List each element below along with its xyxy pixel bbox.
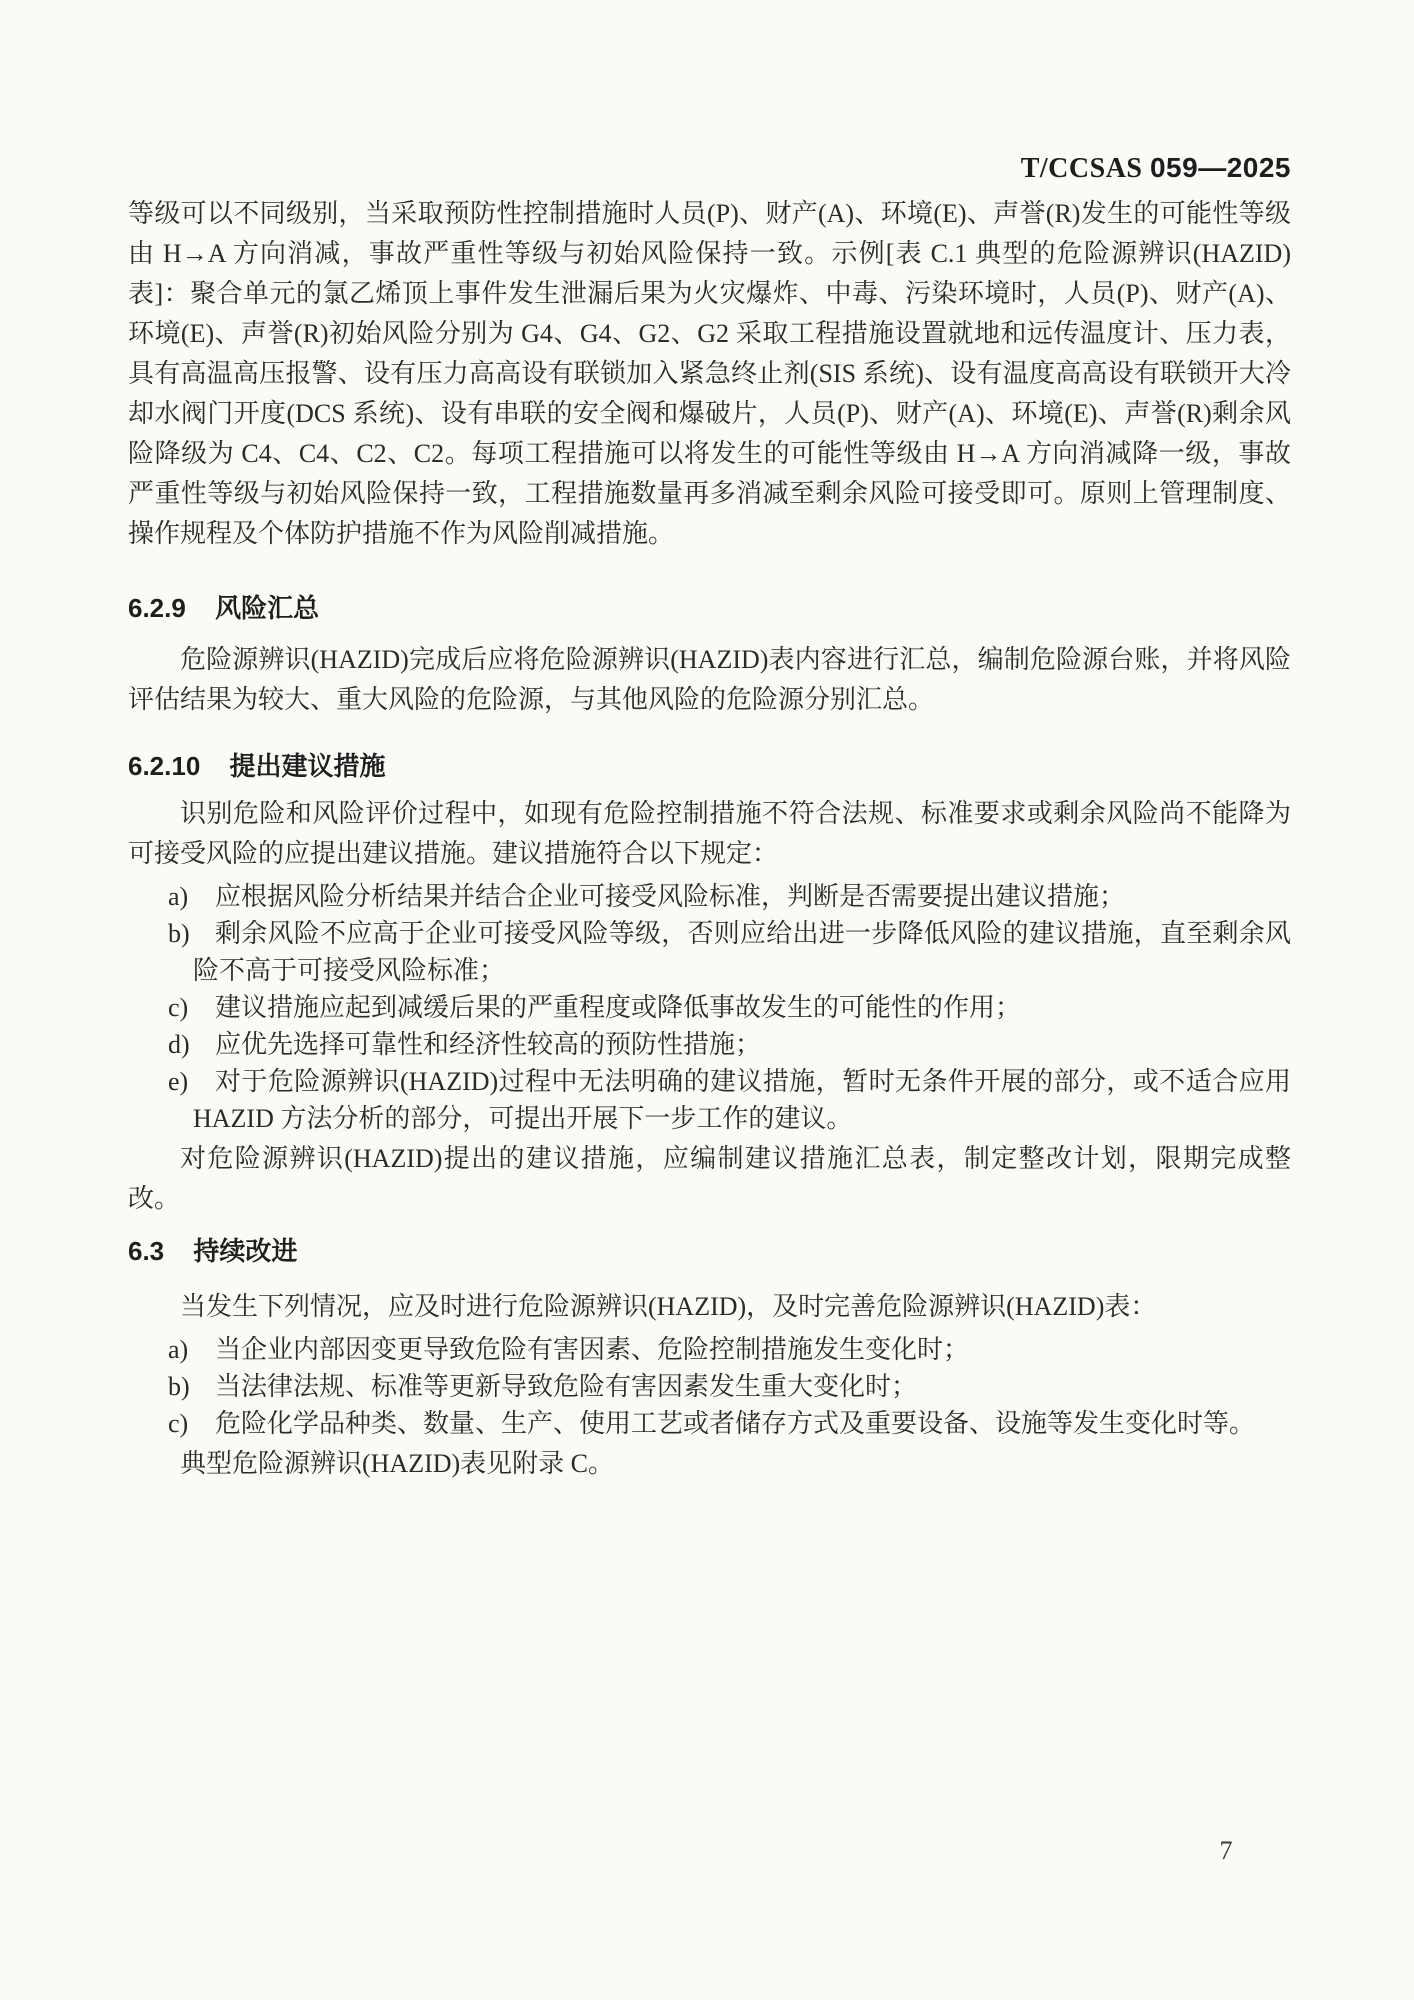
- list-item-label: e): [168, 1067, 189, 1096]
- section-6210-closing-paragraph: 对危险源辨识(HAZID)提出的建议措施，应编制建议措施汇总表，制定整改计划，限期完成整改。: [128, 1144, 1291, 1213]
- section-number: 6.3: [128, 1236, 165, 1266]
- list-item-text: 应优先选择可靠性和经济性较高的预防性措施；: [215, 1030, 762, 1059]
- list-item-label: c): [168, 993, 189, 1022]
- list-item: [128, 1405, 1291, 1442]
- section-title: 提出建议措施: [229, 751, 386, 781]
- section-title: 风险汇总: [215, 593, 320, 623]
- list-item: [128, 878, 1291, 915]
- section-title: 持续改进: [193, 1236, 298, 1266]
- section-6210-paragraph: 识别危险和风险评价过程中，如现有危险控制措施不符合法规、标准要求或剩余风险尚不能降为可接受风险的应提出建议措施。建议措施符合以下规定：: [128, 799, 1291, 868]
- section-6210-list: [128, 878, 1291, 1137]
- intro-paragraph: 等级可以不同级别，当采取预防性控制措施时人员(P)、财产(A)、环境(E)、声誉(R)发生的可能性等级由 H→A 方向消减，事故严重性等级与初始风险保持一致。示例[表 C.1 典型的危险源辨识(HAZID)表]：聚合单元的氯乙烯顶上事件发生泄漏后果为火灾爆炸、中毒、污染环境时，人员(P)、财产(A)、环境(E)、声誉(R)初始风险分别为 G4、G4、G2、G2 采取工程措施设置就地和远传温度计、压力表，具有高温高压报警、设有压力高高设有联锁加入紧急终止剂(SIS 系统)、设有温度高高设有联锁开大冷却水阀门开度(DCS 系统)、设有串联的安全阀和爆破片，人员(P)、财产(A)、环境(E)、声誉(R)剩余风险降级为 C4、C4、C2、C2。每项工程措施可以将发生的可能性等级由 H→A 方向消减降一级，事故严重性等级与初始风险保持一致，工程措施数量再多消减至剩余风险可接受即可。原则上管理制度、操作规程及个体防护措施不作为风险削减措施。: [128, 199, 1291, 548]
- list-item-text: 当法律法规、标准等更新导致危险有害因素发生重大变化时；: [215, 1372, 918, 1401]
- list-item: [128, 989, 1291, 1026]
- section-629-paragraph: 危险源辨识(HAZID)完成后应将危险源辨识(HAZID)表内容进行汇总，编制危险源台账，并将风险评估结果为较大、重大风险的危险源，与其他风险的危险源分别汇总。: [128, 645, 1291, 714]
- list-item: [128, 1026, 1291, 1063]
- list-item-label: a): [168, 882, 189, 911]
- section-heading-629: [128, 588, 1291, 628]
- section-number: 6.2.10: [128, 751, 201, 781]
- section-63-closing-paragraph: 典型危险源辨识(HAZID)表见附录 C。: [180, 1449, 615, 1478]
- list-item-text: 应根据风险分析结果并结合企业可接受风险标准，判断是否需要提出建议措施；: [215, 882, 1126, 911]
- page-number: 7: [1219, 1836, 1233, 1865]
- standard-prefix: T/CCSAS: [1020, 153, 1143, 184]
- document-body: [128, 194, 1291, 1484]
- list-item: [128, 1331, 1291, 1368]
- list-item-text: 建议措施应起到减缓后果的严重程度或降低事故发生的可能性的作用；: [215, 993, 1022, 1022]
- list-item-text: 剩余风险不应高于企业可接受风险等级，否则应给出进一步降低风险的建议措施，直至剩余风险不高于可接受风险标准；: [193, 919, 1291, 985]
- list-item-label: a): [168, 1335, 189, 1364]
- list-item-label: c): [168, 1409, 189, 1438]
- section-63-list: [128, 1331, 1291, 1442]
- section-heading-6210: [128, 746, 1291, 786]
- list-item-text: 当企业内部因变更导致危险有害因素、危险控制措施发生变化时；: [215, 1335, 970, 1364]
- section-63-paragraph: 当发生下列情况，应及时进行危险源辨识(HAZID)，及时完善危险源辨识(HAZID)表：: [180, 1292, 1157, 1321]
- list-item: [128, 1368, 1291, 1405]
- running-header: [128, 152, 1291, 185]
- list-item: [128, 1063, 1291, 1137]
- section-number: 6.2.9: [128, 593, 186, 623]
- list-item: [128, 915, 1291, 989]
- section-heading-63: [128, 1231, 1291, 1271]
- list-item-text: 危险化学品种类、数量、生产、使用工艺或者储存方式及重要设备、设施等发生变化时等。: [215, 1409, 1256, 1438]
- list-item-label: b): [168, 1372, 190, 1401]
- list-item-label: d): [168, 1030, 190, 1059]
- list-item-label: b): [168, 919, 190, 948]
- list-item-text: 对于危险源辨识(HAZID)过程中无法明确的建议措施，暂时无条件开展的部分，或不适合应用 HAZID 方法分析的部分，可提出开展下一步工作的建议。: [193, 1067, 1291, 1133]
- standard-number: 059—2025: [1149, 152, 1291, 183]
